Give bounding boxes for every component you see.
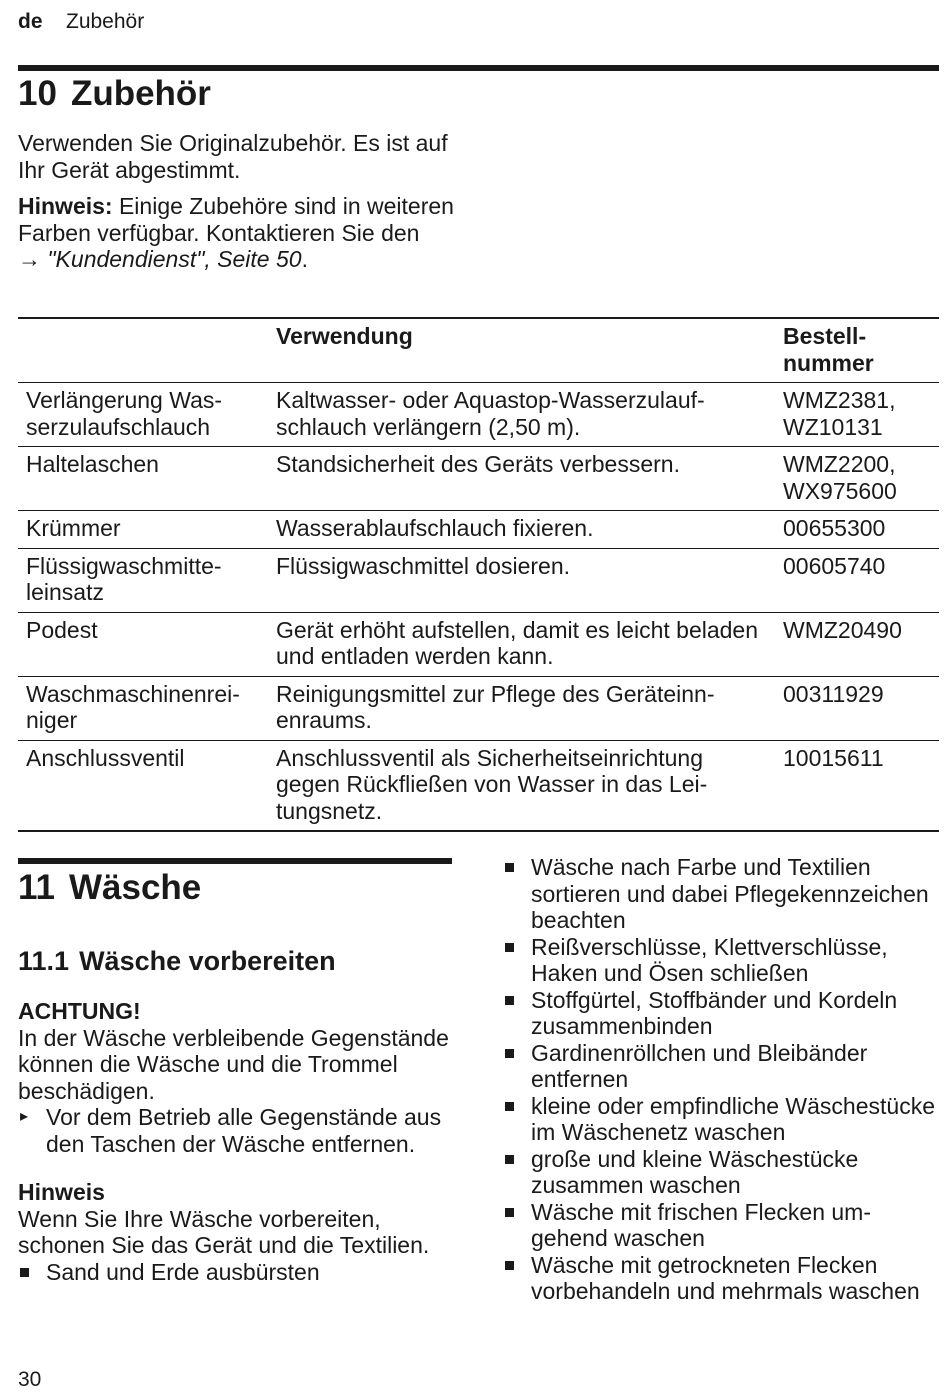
note-label: Hinweis: (18, 193, 113, 219)
table-cell: Kaltwasser- oder Aquastop-Wasserzulaufschlauch verlängern (2,50 m). (276, 387, 705, 440)
list-item: Wäsche mit getrockneten Flecken vorbehandeln und mehrmals waschen (503, 1252, 939, 1305)
table-cell: Standsicherheit des Geräts verbessern. (276, 451, 680, 477)
section-10-note (18, 193, 458, 273)
list-item: Stoffgürtel, Stoffbänder und Kordeln zusammenbinden (503, 987, 939, 1040)
kundendienst-link[interactable]: "Kundendienst", Seite 50 (47, 246, 302, 272)
list-item: Wäsche mit frischen Flecken umgehend waschen (503, 1199, 939, 1252)
triangle-right-icon: ▸ (20, 1108, 29, 1125)
table-cell: Anschlussventil (26, 744, 185, 771)
table-row (18, 548, 939, 612)
table-cell: Haltelaschen (26, 451, 159, 477)
table-row (18, 740, 939, 833)
list-item: Wäsche nach Farbe und Textilien sortieren und dabei Pflegekennzeichen beachten (503, 854, 939, 934)
section-rule (18, 858, 452, 864)
table-cell: Podest (26, 616, 98, 643)
section-11-right-body (503, 854, 939, 1305)
table-cell: Flüssigwaschmitteleinsatz (26, 552, 222, 605)
section-rule (18, 65, 939, 71)
section-10-title: Zubehör (70, 74, 211, 113)
section-10-heading (18, 74, 211, 114)
bullet-list (503, 854, 939, 1305)
step-text: Vor dem Betrieb alle Gegenstände aus den Taschen der Wäsche entfernen. (46, 1104, 442, 1157)
language-code: de (18, 10, 43, 33)
instruction-step (18, 1104, 458, 1157)
table-cell: 00655300 (783, 515, 886, 541)
subsection-number: 11.1 (18, 946, 70, 976)
list-item: Sand und Erde ausbürsten (18, 1259, 458, 1286)
table-row (18, 676, 939, 740)
table-cell: Gerät erhöht aufstellen, damit es leicht beladen und entladen werden kann. (276, 616, 759, 669)
bullet-list (18, 1259, 458, 1286)
hint-label: Hinweis (18, 1179, 105, 1205)
list-item: kleine oder empfindliche Wäschestücke im Wäschenetz waschen (503, 1093, 939, 1146)
table-cell: Krümmer (26, 515, 121, 541)
table-cell: WMZ20490 (783, 616, 902, 643)
section-11-left-body (18, 998, 458, 1285)
warning-text: In der Wäsche verbleibende Gegenstände können die Wäsche und die Trommel beschädigen. (18, 1024, 449, 1104)
hint-text: Wenn Sie Ihre Wäsche vorbereiten, schonen Sie das Gerät und die Textilien. (18, 1205, 430, 1258)
table-cell: 00605740 (783, 552, 886, 579)
table-cell: Waschmaschinenreiniger (26, 680, 240, 733)
table-cell: Flüssigwaschmittel dosieren. (276, 552, 571, 579)
table-cell: 00311929 (783, 680, 884, 707)
table-cell: Verlängerung Wasserzulaufschlauch (26, 387, 223, 440)
table-row (18, 510, 939, 548)
accessories-table (18, 317, 939, 832)
table-cell: Anschlussventil als Sicherheitseinrichtung gegen Rückfließen von Wasser in das Leitungsnetz. (276, 744, 708, 824)
note-link-end: . (301, 246, 308, 272)
list-item: Reißverschlüsse, Klettverschlüsse, Haken und Ösen schließen (503, 934, 939, 987)
subsection-heading (18, 946, 336, 977)
arrow-icon: → (18, 246, 41, 272)
table-header-cell (18, 323, 276, 376)
page-number: 30 (18, 1368, 42, 1391)
section-10-intro: Verwenden Sie Originalzubehör. Es ist auf Ihr Gerät abgestimmt. (18, 130, 448, 183)
section-10-number: 10 (18, 74, 57, 113)
list-item: große und kleine Wäschestücke zusammen waschen (503, 1146, 939, 1199)
table-row (18, 446, 939, 510)
table-header-cell: Bestellnummer (783, 323, 874, 376)
table-header-row (18, 317, 939, 382)
running-header-title: Zubehör (66, 10, 145, 33)
section-11-title: Wäsche (69, 868, 202, 907)
subsection-title: Wäsche vorbereiten (79, 946, 336, 976)
section-11-number: 11 (18, 868, 55, 907)
table-cell: WMZ2381, WZ10131 (783, 387, 896, 440)
table-cell: WMZ2200, WX975600 (783, 451, 897, 504)
table-cell: Wasserablaufschlauch fixieren. (276, 515, 594, 541)
list-item: Gardinenröllchen und Bleibänder entfernen (503, 1040, 939, 1093)
warning-label: ACHTUNG! (18, 998, 141, 1024)
table-row (18, 382, 939, 446)
section-11-heading (18, 868, 201, 908)
note-text: Einige Zubehöre sind in weiteren Farben verfügbar. Kontaktieren Sie den (18, 193, 454, 246)
table-header-cell: Verwendung (276, 323, 413, 349)
section-10-body (18, 130, 458, 273)
table-cell: Reinigungsmittel zur Pflege des Geräteinnenraums. (276, 680, 715, 733)
table-cell: 10015611 (783, 744, 884, 771)
table-row (18, 612, 939, 676)
